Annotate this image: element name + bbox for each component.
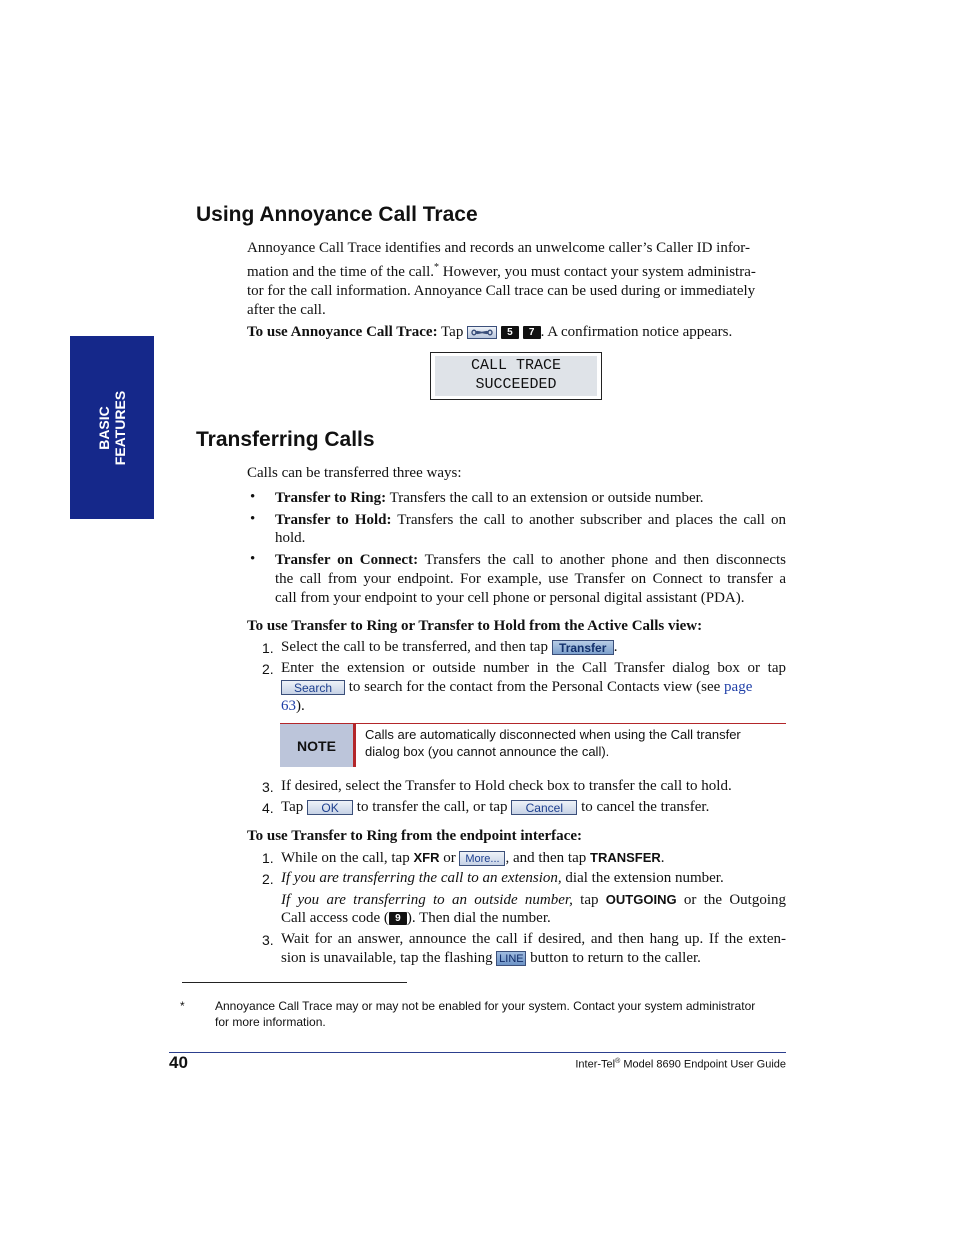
note-box (280, 723, 786, 767)
search-button[interactable]: Search (281, 680, 345, 695)
footer-text: Model 8690 Endpoint User Guide (620, 1058, 786, 1071)
section-title-transferring-calls: Transferring Calls (196, 428, 375, 451)
para-line: tor for the call information. Annoyance Call trace can be used during or immediately (247, 283, 756, 299)
step-text-italic: If you are transferring to an outside number, (281, 892, 573, 908)
side-tab-line2: FEATURES (111, 390, 128, 465)
step-number: 2. (262, 661, 274, 677)
bullet-text: Transfers the call to another phone and then disconnects (418, 552, 787, 568)
page-link-number[interactable]: 63 (281, 698, 296, 714)
step-number: 1. (262, 640, 274, 656)
footer-guide-title (575, 1058, 786, 1071)
footnote-line: for more information. (215, 1015, 326, 1029)
footnote-divider (182, 982, 407, 983)
registered-mark: ® (615, 1058, 621, 1065)
step-number: 1. (262, 850, 274, 866)
step-text: to search for the contact from the Personal Contacts view (see (345, 679, 725, 695)
step-text: Tap (281, 799, 308, 815)
instruction-text: Tap (437, 324, 468, 340)
footer-text: Inter-Tel (575, 1058, 616, 1071)
lcd-line1: CALL TRACE (470, 357, 561, 374)
step-text: Enter the extension or outside number in the Call Transfer dialog box or tap (281, 660, 786, 676)
step-text: dial the extension number. (561, 870, 724, 886)
step-text: Select the call to be transferred, and then tap (281, 639, 552, 655)
bullet-term: Transfer to Hold: (275, 512, 392, 528)
page-link[interactable]: page (724, 679, 753, 695)
para-line: mation and the time of the call. (247, 264, 435, 280)
bullet-term: Transfer to Ring: (275, 490, 387, 506)
more-button[interactable]: More... (459, 851, 505, 866)
call-trace-instruction (247, 323, 732, 342)
transfer-button[interactable]: Transfer (552, 640, 614, 655)
ok-button[interactable]: OK (307, 800, 353, 815)
footnote-marker: * (180, 999, 185, 1013)
bullet-icon: • (250, 551, 256, 567)
step-text: If desired, select the Transfer to Hold check box to transfer the call to hold. (281, 778, 732, 794)
procedure-heading-active-calls: To use Transfer to Ring or Transfer to Hold from the Active Calls view: (247, 618, 703, 634)
transfer-intro: Calls can be transferred three ways: (247, 465, 462, 481)
step-text: While on the call, tap (281, 850, 414, 866)
lcd-line2: SUCCEEDED (475, 376, 557, 393)
lcd-confirmation-display (430, 352, 602, 400)
bullet-icon: • (250, 511, 256, 527)
page-number: 40 (169, 1053, 188, 1072)
step-text-italic: If you are transferring the call to an extension, (281, 870, 562, 886)
footer-rule (169, 1052, 786, 1053)
section-title-call-trace: Using Annoyance Call Trace (196, 203, 478, 226)
step-text: ). (296, 698, 305, 714)
key-9-icon: 9 (389, 912, 407, 925)
footnote-line: Annoyance Call Trace may or may not be enabled for your system. Contact your system administrator (215, 999, 756, 1013)
list-item (247, 489, 786, 511)
bullet-text: call from your endpoint to your cell phone or personal digital assistant (PDA). (275, 590, 745, 606)
transfer-key-label: TRANSFER (590, 850, 661, 865)
cancel-button[interactable]: Cancel (511, 800, 577, 815)
step-text: Call access code ( (281, 910, 389, 926)
step-text: Wait for an answer, announce the call if desired, and then hang up. If the exten- (281, 931, 786, 947)
step-number: 3. (262, 932, 274, 948)
bullet-text: the call from your endpoint. For example, use Transfer on Connect to transfer a (275, 571, 786, 587)
step-text: , and then tap (505, 850, 591, 866)
step-text: . (660, 850, 665, 866)
step-text: . (613, 639, 618, 655)
note-label: NOTE (280, 724, 356, 767)
list-item (247, 511, 786, 551)
bullet-text: Transfers the call to another subscriber and places the call on (391, 512, 786, 528)
bullet-term: Transfer on Connect: (275, 552, 419, 568)
footnote-marker: * (434, 262, 440, 273)
transfer-types-list (247, 489, 786, 609)
step-number: 2. (262, 871, 274, 887)
step-number: 4. (262, 800, 274, 816)
note-line: Calls are automatically disconnected when using the Call transfer (365, 727, 741, 742)
step-text: tap (572, 892, 606, 908)
section-side-tab (70, 336, 154, 519)
step-text: to cancel the transfer. (577, 799, 710, 815)
step-text: sion is unavailable, tap the flashing (281, 950, 497, 966)
footnote-text (215, 998, 790, 1030)
bullet-icon: • (250, 489, 256, 505)
para-line: Annoyance Call Trace identifies and records an unwelcome caller’s Caller ID infor- (247, 240, 750, 256)
step-text: ). Then dial the number. (406, 910, 551, 926)
infinity-feature-icon (467, 326, 497, 339)
key-5-icon: 5 (501, 326, 519, 339)
note-line: dialog box (you cannot announce the call). (365, 744, 610, 759)
step-number: 3. (262, 779, 274, 795)
procedure-heading-endpoint: To use Transfer to Ring from the endpoint interface: (247, 828, 582, 844)
instruction-label: To use Annoyance Call Trace: (247, 324, 438, 340)
step-text: or the Outgoing (676, 892, 786, 908)
xfr-key-label: XFR (413, 850, 440, 865)
bullet-text: Transfers the call to an extension or outside number. (386, 490, 704, 506)
para-line: after the call. (247, 302, 326, 318)
list-item (247, 551, 786, 609)
line-button[interactable]: LINE (496, 951, 526, 966)
instruction-text: . A confirmation notice appears. (540, 324, 733, 340)
step-text: button to return to the caller. (526, 950, 701, 966)
para-line: However, you must contact your system administra- (439, 264, 756, 280)
bullet-text: hold. (275, 530, 306, 546)
key-7-icon: 7 (523, 326, 541, 339)
step-text: to transfer the call, or tap (353, 799, 512, 815)
side-tab-line1: BASIC (95, 405, 112, 450)
step-text: or (439, 850, 460, 866)
call-trace-paragraph (247, 239, 785, 320)
outgoing-key-label: OUTGOING (605, 892, 677, 907)
